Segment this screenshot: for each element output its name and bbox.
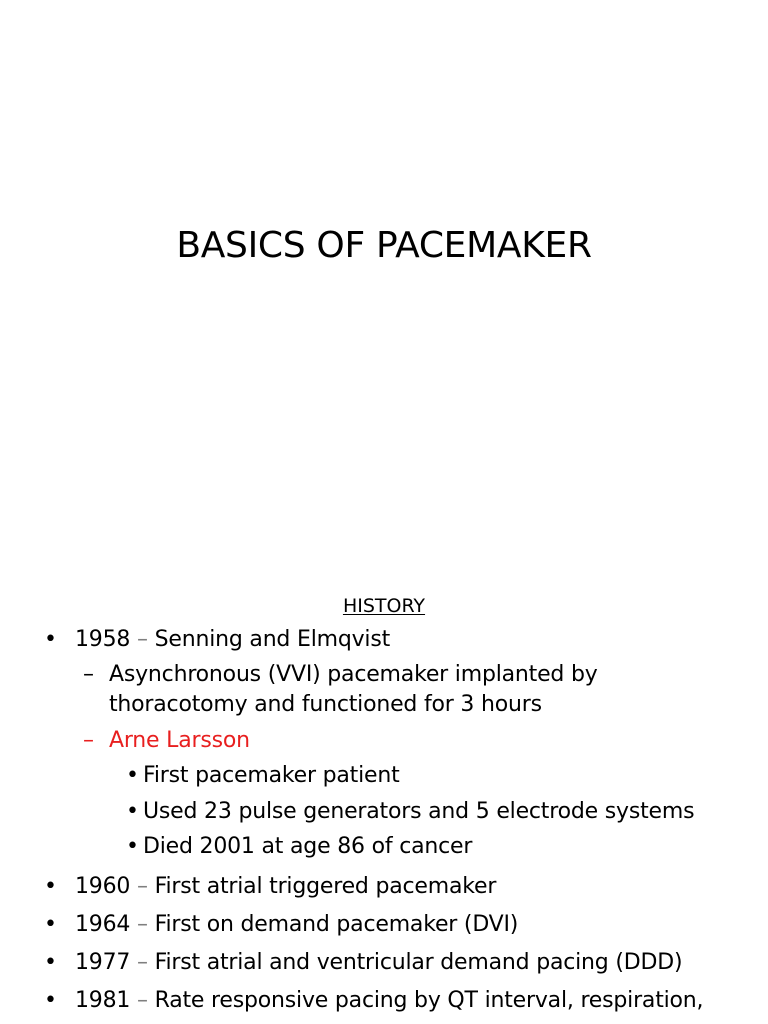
bullet-marker: • [44, 912, 57, 937]
item-year: 1960 [75, 874, 131, 899]
dash-marker: – [137, 950, 148, 975]
bullet-marker: • [126, 763, 139, 788]
bullet-marker: • [44, 874, 57, 899]
bullet-marker: • [44, 627, 57, 652]
item-year: 1964 [75, 912, 131, 937]
bullet-marker: • [126, 799, 139, 824]
item-text: Arne Larsson [109, 728, 250, 753]
list-item-continuation: thoracotomy and functioned for 3 hours [109, 692, 542, 717]
bullet-marker: • [44, 988, 57, 1013]
history-slide [0, 576, 768, 1024]
item-text: Rate responsive pacing by QT interval, respiration, [154, 988, 704, 1013]
bullet-marker: • [44, 950, 57, 975]
item-year: 1981 [75, 988, 131, 1013]
dash-marker: – [137, 988, 148, 1013]
dash-marker: – [137, 912, 148, 937]
dash-marker: – [137, 627, 148, 652]
item-text: First atrial triggered pacemaker [154, 874, 497, 899]
dash-marker: – [83, 728, 94, 753]
item-text: Used 23 pulse generators and 5 electrode systems [143, 799, 695, 824]
history-heading: HISTORY [342, 595, 426, 617]
item-year: 1958 [75, 627, 131, 652]
item-text: Died 2001 at age 86 of cancer [143, 834, 473, 859]
item-text: First on demand pacemaker (DVI) [154, 912, 519, 937]
item-text: Asynchronous (VVI) pacemaker implanted by [109, 662, 598, 687]
item-year: 1977 [75, 950, 131, 975]
slide-title: BASICS OF PACEMAKER [176, 225, 592, 266]
item-text: First atrial and ventricular demand pacing (DDD) [154, 950, 683, 975]
bullet-marker: • [126, 834, 139, 859]
dash-marker: – [137, 874, 148, 899]
item-text: Senning and Elmqvist [154, 627, 391, 652]
dash-marker: – [83, 662, 94, 687]
item-text: First pacemaker patient [143, 763, 400, 788]
